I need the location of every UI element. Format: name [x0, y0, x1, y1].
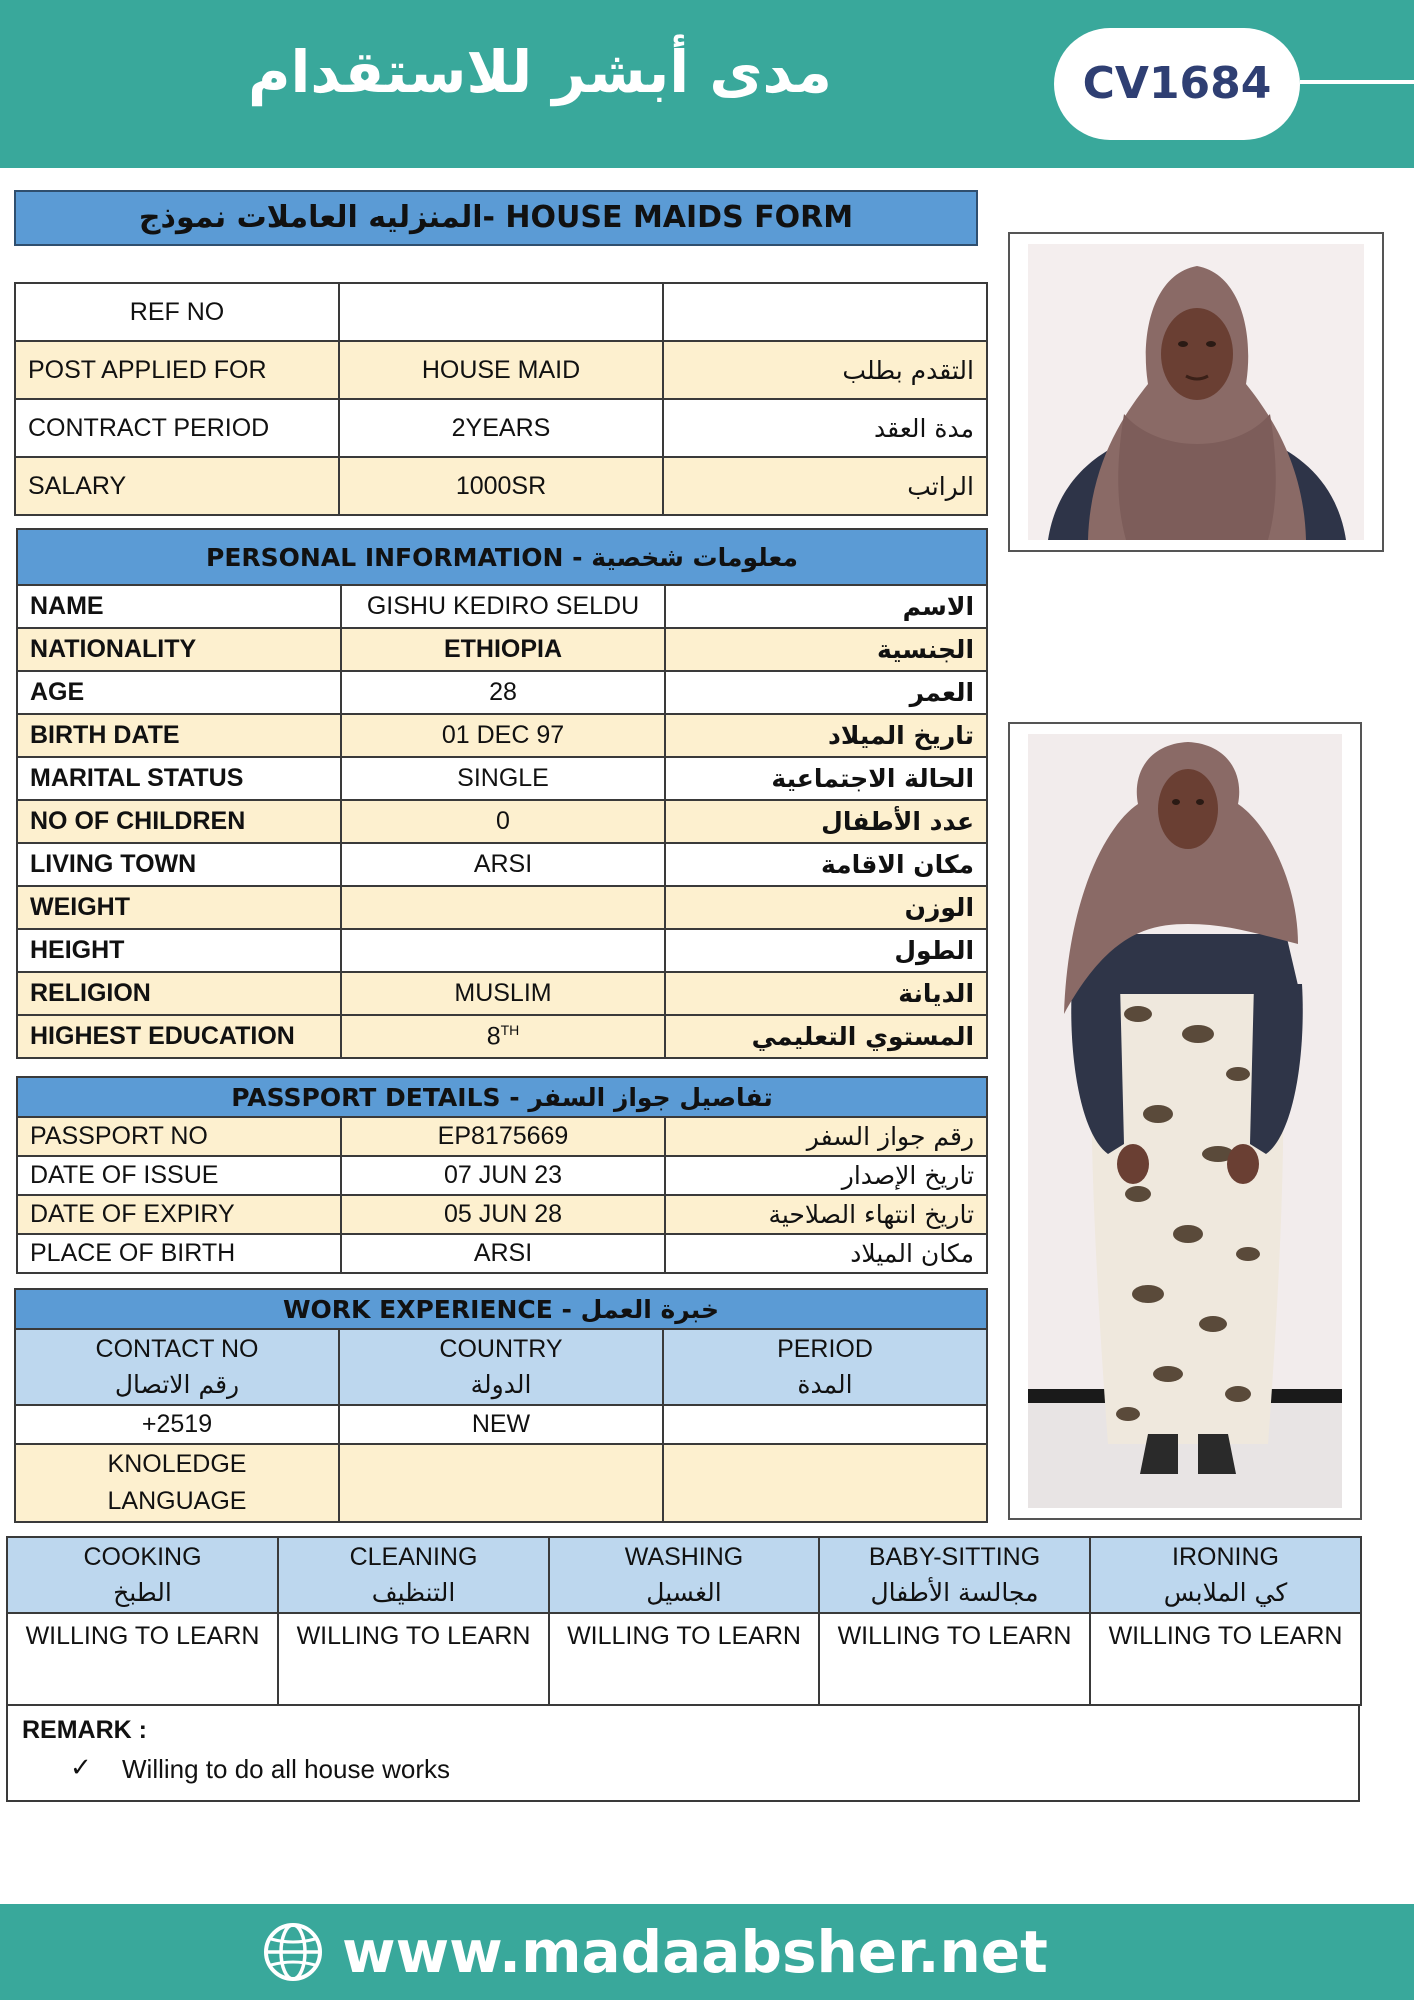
height-value [341, 929, 665, 972]
work-country-value: NEW [339, 1405, 663, 1444]
issue-date-arabic: تاريخ الإصدار [665, 1156, 987, 1195]
table-row [17, 628, 987, 671]
education-value [341, 1015, 665, 1058]
skill-ironing-level: WILLING TO LEARN [1090, 1613, 1361, 1705]
children-arabic: عدد الأطفال [665, 800, 987, 843]
skill-cleaning-ar: التنظيف [371, 1578, 456, 1607]
full-body-photo [1008, 722, 1362, 1520]
skill-washing-header [549, 1537, 819, 1613]
table-row [15, 283, 987, 341]
salary-arabic: الراتب [663, 457, 987, 515]
marital-status-arabic: الحالة الاجتماعية [665, 757, 987, 800]
skill-babysitting-level: WILLING TO LEARN [819, 1613, 1090, 1705]
table-row [17, 1015, 987, 1058]
name-arabic: الاسم [665, 585, 987, 628]
education-suffix: TH [500, 1021, 520, 1038]
skill-babysitting-header [819, 1537, 1090, 1613]
religion-arabic: الديانة [665, 972, 987, 1015]
work-contact-value: +2519 [15, 1405, 339, 1444]
table-row [17, 1195, 987, 1234]
table-row [17, 714, 987, 757]
name-label: NAME [17, 585, 341, 628]
knowledge-language-label [15, 1444, 339, 1522]
table-row [17, 800, 987, 843]
weight-value [341, 886, 665, 929]
col-country-ar: الدولة [470, 1370, 532, 1399]
birth-place-value: ARSI [341, 1234, 665, 1273]
col-contact-no-ar: رقم الاتصال [114, 1370, 240, 1399]
cv-number-badge [1054, 28, 1300, 140]
table-header-row [7, 1537, 1361, 1613]
height-label: HEIGHT [17, 929, 341, 972]
skill-cooking-header [7, 1537, 278, 1613]
col-country [339, 1329, 663, 1405]
table-row [17, 757, 987, 800]
header-bar [0, 0, 1414, 168]
application-table [14, 282, 988, 516]
education-arabic: المستوي التعليمي [665, 1015, 987, 1058]
col-period-ar: المدة [797, 1370, 853, 1399]
post-applied-arabic: التقدم بطلب [663, 341, 987, 399]
passport-no-label: PASSPORT NO [17, 1117, 341, 1156]
age-arabic: العمر [665, 671, 987, 714]
post-applied-value: HOUSE MAID [339, 341, 663, 399]
religion-value: MUSLIM [341, 972, 665, 1015]
knowledge-label: KNOLEDGE [107, 1450, 247, 1478]
col-country-en: COUNTRY [439, 1335, 563, 1363]
ref-no-value [339, 283, 663, 341]
marital-status-value: SINGLE [341, 757, 665, 800]
contract-period-arabic: مدة العقد [663, 399, 987, 457]
weight-label: WEIGHT [17, 886, 341, 929]
table-header-row [15, 1329, 987, 1405]
header-divider [1300, 80, 1414, 84]
passport-table [16, 1076, 988, 1274]
portrait-photo-illustration [1028, 244, 1364, 540]
col-period [663, 1329, 987, 1405]
birth-place-label: PLACE OF BIRTH [17, 1234, 341, 1273]
table-row [17, 886, 987, 929]
skill-ironing-en: IRONING [1172, 1543, 1279, 1571]
children-label: NO OF CHILDREN [17, 800, 341, 843]
website-url[interactable]: www.madaabsher.net [342, 1918, 1048, 1986]
section-heading-row [17, 1077, 987, 1117]
height-arabic: الطول [665, 929, 987, 972]
table-row [15, 341, 987, 399]
skill-ironing-ar: كي الملابس [1163, 1578, 1288, 1607]
table-row [15, 1405, 987, 1444]
living-town-value: ARSI [341, 843, 665, 886]
skill-cleaning-header [278, 1537, 549, 1613]
skill-cooking-ar: الطبخ [113, 1578, 172, 1607]
table-row [15, 1444, 987, 1522]
work-period-value [663, 1405, 987, 1444]
age-label: AGE [17, 671, 341, 714]
nationality-label: NATIONALITY [17, 628, 341, 671]
salary-value: 1000SR [339, 457, 663, 515]
birth-date-arabic: تاريخ الميلاد [665, 714, 987, 757]
nationality-arabic: الجنسية [665, 628, 987, 671]
personal-info-heading: PERSONAL INFORMATION - معلومات شخصية [17, 529, 987, 585]
weight-arabic: الوزن [665, 886, 987, 929]
ref-no-label: REF NO [15, 283, 339, 341]
personal-info-table [16, 528, 988, 1059]
table-row [17, 585, 987, 628]
skill-cooking-level: WILLING TO LEARN [7, 1613, 278, 1705]
salary-label: SALARY [15, 457, 339, 515]
portrait-photo [1008, 232, 1384, 552]
cv-number: CV1684 [1082, 58, 1272, 109]
skill-washing-en: WASHING [624, 1543, 744, 1571]
language-label: LANGUAGE [107, 1487, 247, 1515]
agency-name: مدى أبشر للاستقدام [248, 38, 832, 106]
table-row [17, 1234, 987, 1273]
skill-ironing-header [1090, 1537, 1361, 1613]
contract-period-label: CONTRACT PERIOD [15, 399, 339, 457]
skill-babysitting-en: BABY-SITTING [868, 1543, 1041, 1571]
form-title: المنزليه العاملات نموذج- HOUSE MAIDS FORM [14, 190, 978, 246]
passport-heading: PASSPORT DETAILS - تفاصيل جواز السفر [17, 1077, 987, 1117]
living-town-label: LIVING TOWN [17, 843, 341, 886]
globe-icon [262, 1921, 324, 1983]
skill-cleaning-level: WILLING TO LEARN [278, 1613, 549, 1705]
expiry-date-arabic: تاريخ انتهاء الصلاحية [665, 1195, 987, 1234]
table-row [17, 843, 987, 886]
section-heading-row [17, 529, 987, 585]
remark-text: Willing to do all house works [122, 1754, 451, 1784]
post-applied-label: POST APPLIED FOR [15, 341, 339, 399]
skill-washing-level: WILLING TO LEARN [549, 1613, 819, 1705]
marital-status-label: MARITAL STATUS [17, 757, 341, 800]
skill-washing-ar: الغسيل [646, 1578, 722, 1607]
issue-date-value: 07 JUN 23 [341, 1156, 665, 1195]
table-row [17, 1117, 987, 1156]
age-value: 28 [341, 671, 665, 714]
check-icon: ✓ [70, 1752, 92, 1782]
expiry-date-label: DATE OF EXPIRY [17, 1195, 341, 1234]
language-value [663, 1444, 987, 1522]
table-row [17, 671, 987, 714]
col-contact-no-en: CONTACT NO [95, 1335, 259, 1363]
passport-no-value: EP8175669 [341, 1117, 665, 1156]
children-value: 0 [341, 800, 665, 843]
remark-box [6, 1704, 1360, 1802]
skill-babysitting-ar: مجالسة الأطفال [870, 1578, 1039, 1607]
birth-date-label: BIRTH DATE [17, 714, 341, 757]
birth-place-arabic: مكان الميلاد [665, 1234, 987, 1273]
skill-cleaning-en: CLEANING [349, 1543, 478, 1571]
table-row [17, 1156, 987, 1195]
work-experience-heading: WORK EXPERIENCE - خبرة العمل [15, 1289, 987, 1329]
living-town-arabic: مكان الاقامة [665, 843, 987, 886]
religion-label: RELIGION [17, 972, 341, 1015]
footer-bar [0, 1904, 1414, 2000]
section-heading-row [15, 1289, 987, 1329]
full-body-photo-illustration [1028, 734, 1342, 1508]
table-row [15, 399, 987, 457]
name-value: GISHU KEDIRO SELDU [341, 585, 665, 628]
education-label: HIGHEST EDUCATION [17, 1015, 341, 1058]
skill-cooking-en: COOKING [83, 1543, 202, 1571]
issue-date-label: DATE OF ISSUE [17, 1156, 341, 1195]
work-experience-table [14, 1288, 988, 1523]
website-link-group[interactable] [262, 1914, 1048, 1990]
ref-no-arabic [663, 283, 987, 341]
col-period-en: PERIOD [777, 1335, 873, 1363]
table-row [7, 1613, 1361, 1705]
table-row [15, 457, 987, 515]
nationality-value: ETHIOPIA [341, 628, 665, 671]
table-row [17, 972, 987, 1015]
table-row [17, 929, 987, 972]
contract-period-value: 2YEARS [339, 399, 663, 457]
knowledge-value [339, 1444, 663, 1522]
passport-no-arabic: رقم جواز السفر [665, 1117, 987, 1156]
education-grade: 8 [486, 1022, 501, 1051]
skills-table [6, 1536, 1362, 1706]
birth-date-value: 01 DEC 97 [341, 714, 665, 757]
expiry-date-value: 05 JUN 28 [341, 1195, 665, 1234]
remark-title: REMARK : [22, 1716, 147, 1744]
col-contact-no [15, 1329, 339, 1405]
